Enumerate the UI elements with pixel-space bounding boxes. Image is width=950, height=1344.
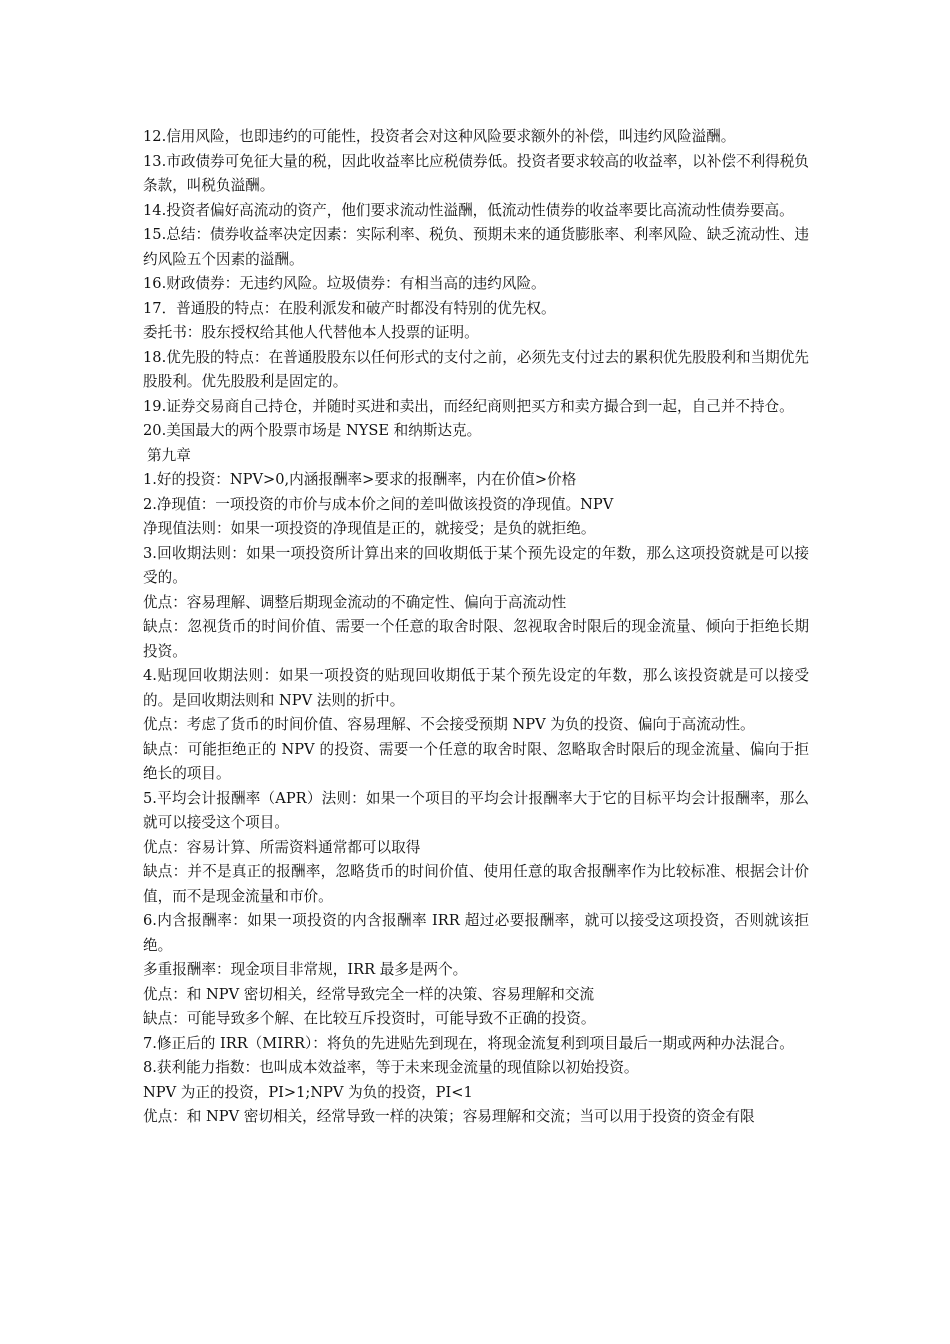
paragraph-payback-pros: 优点：容易理解、调整后期现金流动的不确定性、偏向于高流动性 [143,593,567,611]
paragraph-discounted-payback-pros: 优点：考虑了货币的时间价值、容易理解、不会接受预期 NPV 为负的投资、偏向于高流动性。 [143,716,755,733]
paragraph-aar-cons: 缺点：并不是真正的报酬率，忽略货币的时间价值、使用任意的取舍报酬率作为比较标准、根据会计价值，而不是现金流量和市价。 [143,863,809,905]
paragraph-treasury-junk-bonds: 16.财政债券：无违约风险。垃圾债券：有相当高的违约风险。 [143,275,546,292]
paragraph-irr: 6.内含报酬率：如果一项投资的内含报酬率 IRR 超过必要报酬率，就可以接受这项投资，否则就该拒绝。 [143,912,809,954]
paragraph-preferred-stock: 18.优先股的特点：在普通股股东以任何形式的支付之前，必须先支付过去的累积优先股股利和当期优先股股利。优先股股利是固定的。 [143,348,809,390]
paragraph-liquidity-premium: 14.投资者偏好高流动的资产，他们要求流动性溢酬，低流动性债券的收益率要比高流动性债券要高。 [143,201,794,219]
paragraph-multiple-irr: 多重报酬率：现金项目非常规，IRR 最多是两个。 [143,961,468,978]
paragraph-dealer-broker: 19.证券交易商自己持仓，并随时买进和卖出，而经纪商则把买方和卖方撮合到一起，自己并不持仓。 [143,397,794,415]
paragraph-pi-pros: 优点：和 NPV 密切相关，经常导致一样的决策；容易理解和交流；当可以用于投资的资金有限 [143,1108,755,1125]
paragraph-common-stock: 17．普通股的特点：在股利派发和破产时都没有特别的优先权。 [143,299,556,317]
paragraph-irr-pros: 优点：和 NPV 密切相关，经常导致完全一样的决策、容易理解和交流 [143,985,595,1003]
paragraph-payback-rule: 3.回收期法则：如果一项投资所计算出来的回收期低于某个预先设定的年数，那么这项投资就是可以接受的。 [143,544,809,586]
paragraph-discounted-payback-cons: 缺点：可能拒绝正的 NPV 的投资、需要一个任意的取舍时限、忽略取舍时限后的现金流量、偏向于拒绝长的项目。 [143,740,809,782]
paragraph-default-risk: 12.信用风险，也即违约的可能性，投资者会对这种风险要求额外的补偿，叫违约风险溢酬。 [143,128,736,145]
paragraph-npv-rule: 净现值法则：如果一项投资的净现值是正的，就接受；是负的就拒绝。 [143,520,596,537]
paragraph-proxy: 委托书：股东授权给其他人代替他本人投票的证明。 [143,324,479,341]
paragraph-payback-cons: 缺点：忽视货币的时间价值、需要一个任意的取舍时限、忽视取舍时限后的现金流量、倾向于拒绝长期投资。 [143,618,809,660]
paragraph-good-investment: 1.好的投资：NPV>0,内涵报酬率>要求的报酬率，内在价值>价格 [143,471,577,488]
paragraph-yield-factors: 15.总结：债券收益率决定因素：实际利率、税负、预期未来的通货膨胀率、利率风险、缺乏流动性、违约风险五个因素的溢酬。 [143,226,809,268]
chapter-heading: 第九章 [147,446,191,464]
paragraph-profitability-index: 8.获利能力指数：也叫成本效益率，等于未来现金流量的现值除以初始投资。 [143,1059,639,1076]
paragraph-discounted-payback: 4.贴现回收期法则：如果一项投资的贴现回收期低于某个预先设定的年数，那么该投资就是可以接受的。是回收期法则和 NPV 法则的折中。 [143,667,809,709]
paragraph-mirr: 7.修正后的 IRR（MIRR）：将负的先进贴先到现在，将现金流复利到项目最后一期或两种办法混合。 [143,1034,794,1052]
paragraph-pi-rule: NPV 为正的投资，PI>1;NPV 为负的投资，PI<1 [143,1083,473,1101]
paragraph-aar-rule: 5.平均会计报酬率（APR）法则：如果一个项目的平均会计报酬率大于它的目标平均会计报酬率，那么就可以接受这个项目。 [143,789,809,831]
paragraph-aar-pros: 优点：容易计算、所需资料通常都可以取得 [143,838,421,856]
paragraph-municipal-bonds: 13.市政债券可免征大量的税，因此收益率比应税债券低。投资者要求较高的收益率，以补偿不利得税负条款，叫税负溢酬。 [143,152,809,194]
paragraph-irr-cons: 缺点：可能导致多个解、在比较互斥投资时，可能导致不正确的投资。 [143,1010,596,1027]
paragraph-npv: 2.净现值：一项投资的市价与成本价之间的差叫做该投资的净现值。NPV [143,495,614,513]
paragraph-stock-markets: 20.美国最大的两个股票市场是 NYSE 和纳斯达克。 [143,422,482,439]
document-body [143,125,809,1130]
